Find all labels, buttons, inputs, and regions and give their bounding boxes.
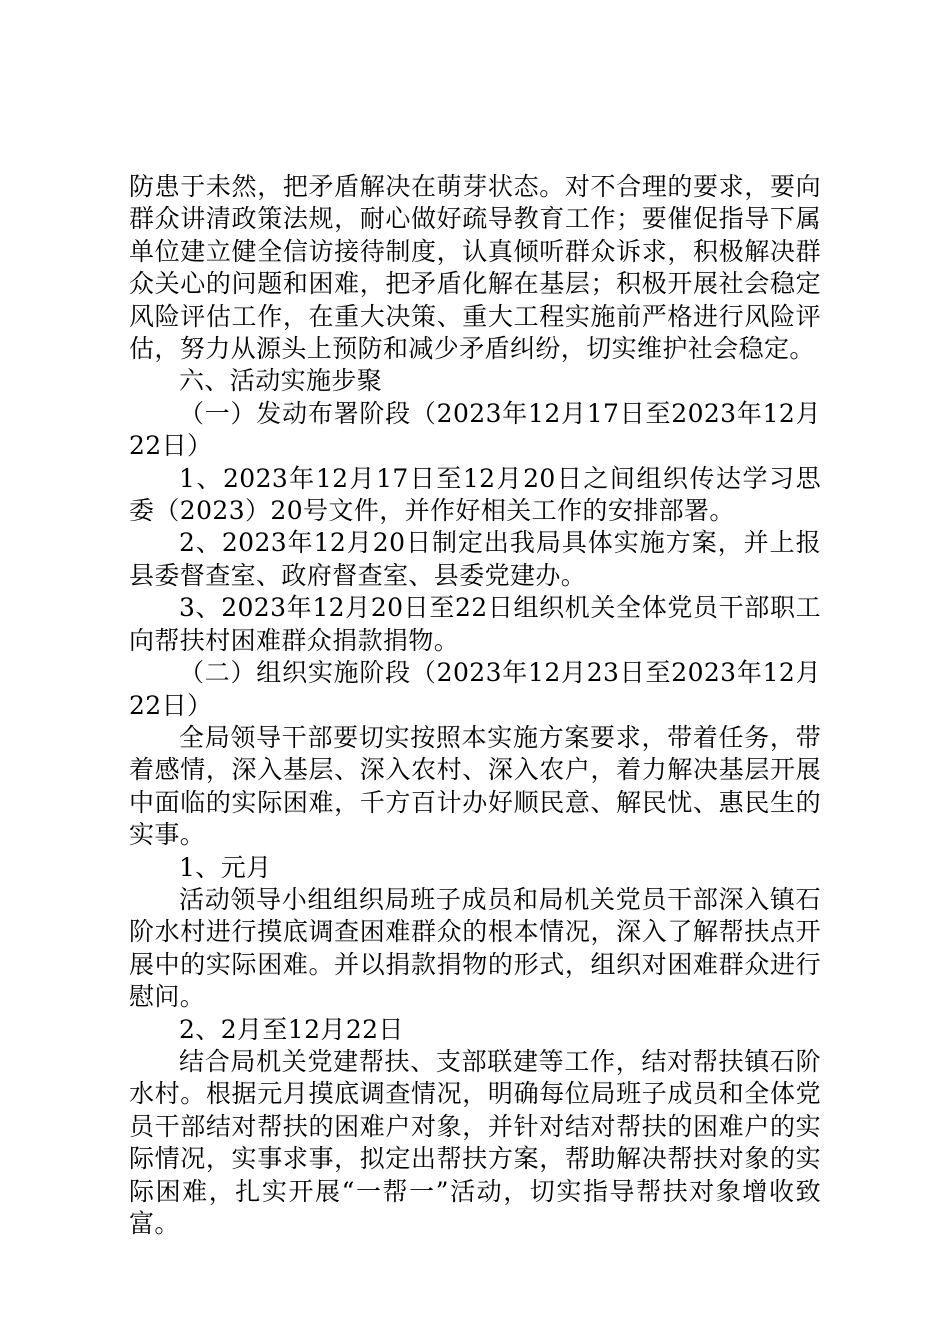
paragraph: 结合局机关党建帮扶、支部联建等工作，结对帮扶镇石阶水村。根据元月摸底调查情况，明确每位局班子成员和全体党员干部结对帮扶的困难户对象，并针对结对帮扶的困难户的实际情况，实事求事，拟定出帮扶方案，帮助解决帮扶对象的实际困难，扎实开展“一帮一”活动，切实指导帮扶对象增收致富。: [129, 1046, 821, 1238]
list-item: 3、2023年12月20日至22日组织机关全体党员干部职工向帮扶村困难群众捐款捐物。: [129, 593, 821, 655]
subsection-heading: （一）发动布署阶段（2023年12月17日至2023年12月22日）: [129, 398, 821, 461]
paragraph: 全局领导干部要切实按照本实施方案要求，带着任务，带着感情，深入基层、深入农村、深入农户，着力解决基层开展中面临的实际困难，千方百计办好顺民意、解民忧、惠民生的实事。: [129, 722, 821, 850]
document-body: [129, 171, 821, 1240]
paragraph: 活动领导小组组织局班子成员和局机关党员干部深入镇石阶水村进行摸底调查困难群众的根本情况，深入了解帮扶点开展中的实际困难。并以捐款捐物的形式，组织对困难群众进行慰问。: [129, 884, 821, 1012]
subsection-heading: （二）组织实施阶段（2023年12月23日至2023年12月22日）: [129, 658, 821, 720]
list-item: 2、2023年12月20日制定出我局具体实施方案，并上报县委督查室、政府督查室、县委党建办。: [129, 528, 821, 590]
list-heading: 1、元月: [179, 852, 272, 882]
list-item: 1、2023年12月17日至12月20日之间组织传达学习思委（2023）20号文件，并作好相关工作的安排部署。: [129, 463, 821, 526]
paragraph-continuation: 防患于未然，把矛盾解决在萌芽状态。对不合理的要求，要向群众讲清政策法规，耐心做好疏导教育工作；要催促指导下属单位建立健全信访接待制度，认真倾听群众诉求，积极解决群众关心的问题和困难，把矛盾化解在基层；积极开展社会稳定风险评估工作，在重大决策、重大工程实施前严格进行风险评估，努力从源头上预防和减少矛盾纠纷，切实维护社会稳定。: [129, 172, 821, 364]
list-heading: 2、2月至12月22日: [179, 1014, 404, 1044]
section-heading: 六、活动实施步聚: [179, 366, 383, 396]
